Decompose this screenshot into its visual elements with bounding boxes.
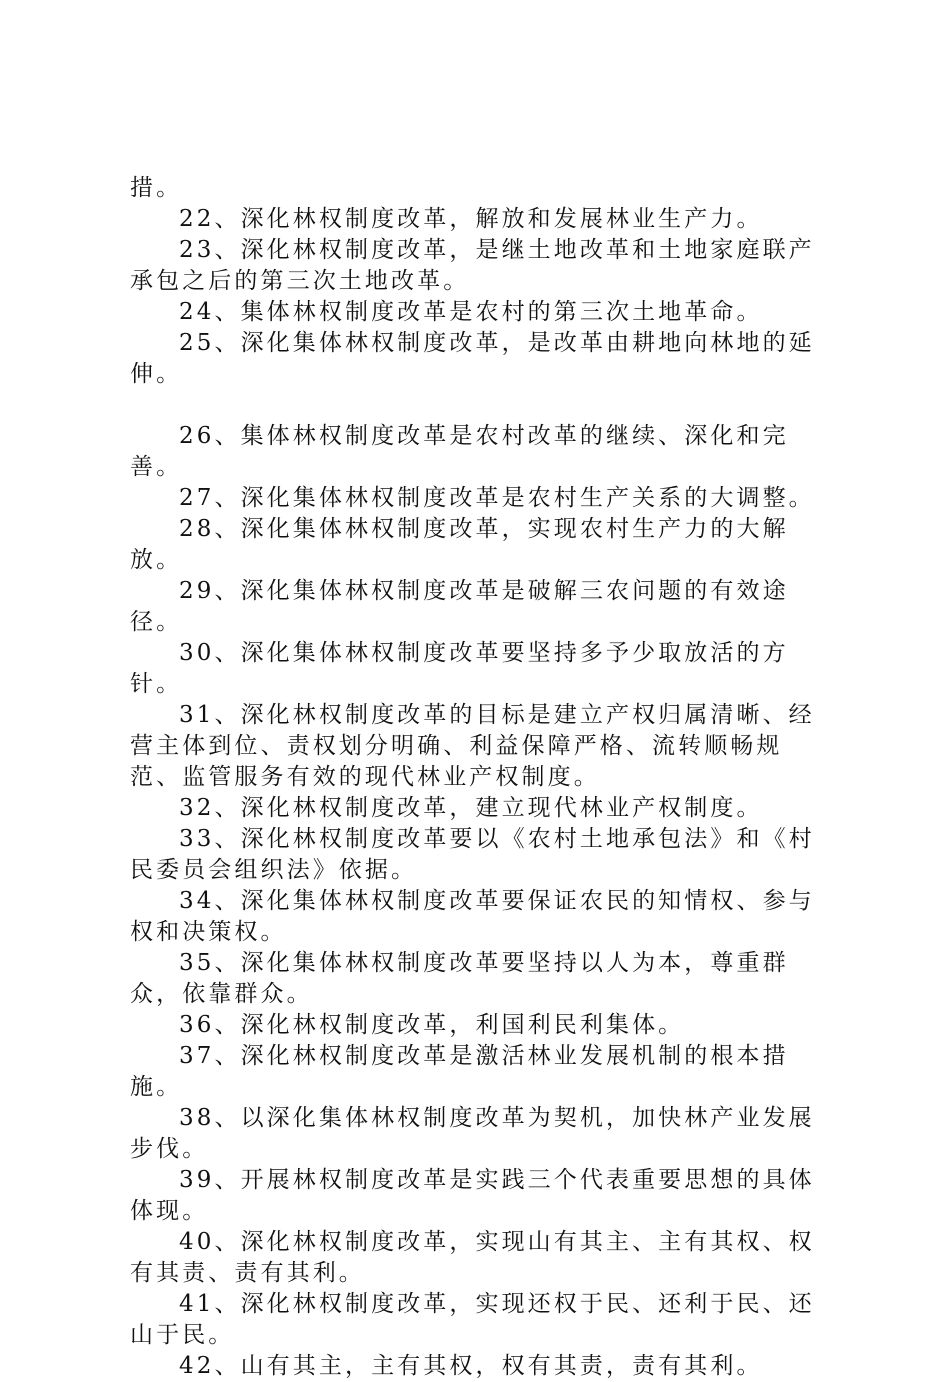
paragraph-22: 22、深化林权制度改革，解放和发展林业生产力。 xyxy=(179,206,763,232)
paragraph-40: 40、深化林权制度改革，实现山有其主、主有其权、权有其责、责有其利。 xyxy=(130,1229,815,1286)
paragraph-42: 42、山有其主，主有其权，权有其责，责有其利。 xyxy=(179,1353,763,1379)
paragraph-38: 38、以深化集体林权制度改革为契机，加快林产业发展步伐。 xyxy=(130,1105,815,1162)
paragraph-24: 24、集体林权制度改革是农村的第三次土地革命。 xyxy=(179,299,763,325)
paragraph-28: 28、深化集体林权制度改革，实现农村生产力的大解放。 xyxy=(130,516,789,573)
paragraph-31: 31、深化林权制度改革的目标是建立产权归属清晰、经营主体到位、责权划分明确、利益保障严格、流转顺畅规范、监管服务有效的现代林业产权制度。 xyxy=(130,702,815,790)
document-body xyxy=(130,173,830,1382)
paragraph-32: 32、深化林权制度改革，建立现代林业产权制度。 xyxy=(179,795,763,821)
paragraph-27: 27、深化集体林权制度改革是农村生产关系的大调整。 xyxy=(179,485,815,511)
paragraph-33: 33、深化林权制度改革要以《农村土地承包法》和《村民委员会组织法》依据。 xyxy=(130,826,815,883)
paragraph-25: 25、深化集体林权制度改革，是改革由耕地向林地的延伸。 xyxy=(130,330,815,387)
paragraph-39: 39、开展林权制度改革是实践三个代表重要思想的具体体现。 xyxy=(130,1167,815,1224)
paragraph-30: 30、深化集体林权制度改革要坚持多予少取放活的方针。 xyxy=(130,640,789,697)
paragraph-36: 36、深化林权制度改革，利国利民利集体。 xyxy=(179,1012,685,1038)
paragraph-41: 41、深化林权制度改革，实现还权于民、还利于民、还山于民。 xyxy=(130,1291,815,1348)
paragraph-continuation: 措。 xyxy=(130,175,183,201)
paragraph-23: 23、深化林权制度改革，是继土地改革和土地家庭联产承包之后的第三次土地改革。 xyxy=(130,237,815,294)
paragraph-35: 35、深化集体林权制度改革要坚持以人为本，尊重群众，依靠群众。 xyxy=(130,950,789,1007)
paragraph-29: 29、深化集体林权制度改革是破解三农问题的有效途径。 xyxy=(130,578,789,635)
paragraph-26: 26、集体林权制度改革是农村改革的继续、深化和完善。 xyxy=(130,423,789,480)
paragraph-37: 37、深化林权制度改革是激活林业发展机制的根本措施。 xyxy=(130,1043,789,1100)
paragraph-34: 34、深化集体林权制度改革要保证农民的知情权、参与权和决策权。 xyxy=(130,888,815,945)
